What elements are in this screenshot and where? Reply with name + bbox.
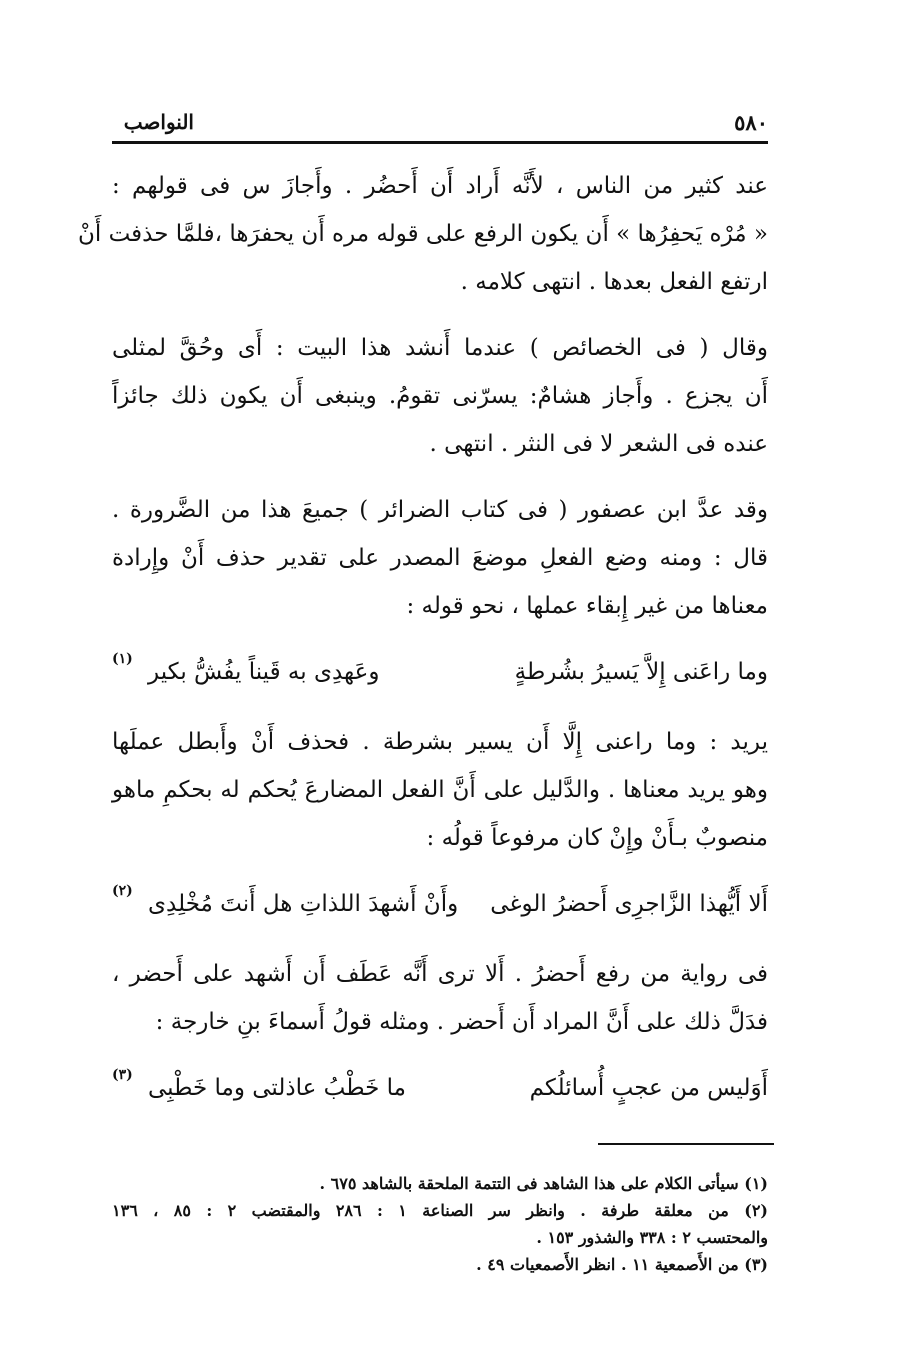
verse-second-hemistich: ما خَطْبُ عاذلتى وما خَطْبِى	[148, 1075, 406, 1101]
text-line: وقد عدَّ ابن عصفور ( فى كتاب الضرائر ) جميعَ هذا من الضَّرورة .	[112, 497, 768, 523]
text-line: « مُرْه يَحفِرُها » أَن يكون الرفع على قوله مره أَن يحفرَها ،فلمَّا حذفت أَنْ	[77, 221, 768, 247]
footnote-1: (١) سيأتى الكلام على هذا الشاهد فى التتمة الملحقة بالشاهد ٦٧٥ .	[319, 1174, 768, 1193]
text-line: منصوبٌ بـأَنْ وإِنْ كان مرفوعاً قولُه :	[426, 825, 768, 851]
text-line: عند كثير من الناس ، لأَنَّه أَراد أَن أَحضُر . وأَجازَ س فى قولهم :	[112, 173, 768, 199]
verse-2	[112, 880, 768, 928]
text-line: وهو يريد معناها . والدَّليل على أَنَّ الفعل المضارعَ يُحكم له بحكمِ ماهو	[112, 777, 768, 803]
page-number: ٥٨٠	[734, 110, 768, 135]
footnote-marker: (١)	[112, 651, 133, 667]
text-line: فى رواية من رفع أَحضرُ . أَلا ترى أَنَّه عَطَف أَن أَشهد على أَحضر ،	[112, 961, 768, 987]
footnote-marker: (٣)	[112, 1067, 133, 1083]
verse-second-hemistich: وأَنْ أَشهدَ اللذاتِ هل أَنتَ مُخْلِدِى	[148, 891, 459, 917]
footnote-2-continued: والمحتسب ٢ : ٣٣٨ والشذور ١٥٣ .	[536, 1228, 768, 1247]
verse-second-hemistich: وعَهدِى به قَيناً يفُشُّ بكير	[148, 659, 380, 685]
paragraph-2	[112, 324, 768, 468]
text-line: يريد : وما راعنى إِلَّا أَن يسير بشرطة . فحذف أَنْ وأَبطل عملَها	[112, 729, 768, 755]
footnote-2: (٢) من معلقة طرفة . وانظر سر الصناعة ١ : ٢٨٦ والمقتضب ٢ : ٨٥ ، ١٣٦	[112, 1201, 768, 1220]
text-line: أَن يجزع . وأَجاز هشامٌ: يسرّنى تقومُ. وينبغى أَن يكون ذلك جائزاً	[112, 383, 768, 409]
verse-1	[112, 648, 768, 696]
verse-first-hemistich: أَوَليس من عجبٍ أُسائلُكم	[529, 1075, 768, 1101]
footnote-marker: (٢)	[112, 883, 133, 899]
footnote-3: (٣) من الأَصمعية ١١ . انظر الأَصمعيات ٤٩ .	[476, 1255, 768, 1274]
text-line: عنده فى الشعر لا فى النثر . انتهى .	[429, 431, 768, 457]
paragraph-3	[112, 486, 768, 630]
paragraph-1	[77, 162, 768, 306]
paragraph-4	[112, 718, 768, 862]
running-title: النواصب	[123, 110, 194, 134]
text-line: معناها من غير إِبقاء عملها ، نحو قوله :	[406, 593, 768, 619]
verse-first-hemistich: وما راعَنى إِلاَّ يَسيرُ بشُرطةٍ	[514, 659, 768, 685]
text-line: وقال ( فى الخصائص ) عندما أَنشد هذا البيت : أَى وحُقَّ لمثلى	[112, 335, 768, 361]
page-header	[112, 106, 768, 140]
main-text	[77, 162, 768, 1134]
text-line: فدَلَّ ذلك على أَنَّ المراد أَن أَحضر . ومثله قولُ أَسماءَ بنِ خارجة :	[155, 1009, 768, 1035]
header-rule	[112, 141, 768, 144]
text-line: ارتفع الفعل بعدها . انتهى كلامه .	[460, 269, 768, 295]
paragraph-5	[112, 950, 768, 1046]
verse-3	[112, 1064, 768, 1112]
verse-first-hemistich: أَلا أَيُّهذا الزَّاجرِى أَحضرُ الوغى	[490, 891, 768, 917]
text-line: قال : ومنه وضع الفعلِ موضعَ المصدر على تقدير حذف أَنْ وإِرادة	[112, 545, 768, 571]
footnotes	[112, 1170, 768, 1278]
footnote-separator	[598, 1143, 774, 1145]
